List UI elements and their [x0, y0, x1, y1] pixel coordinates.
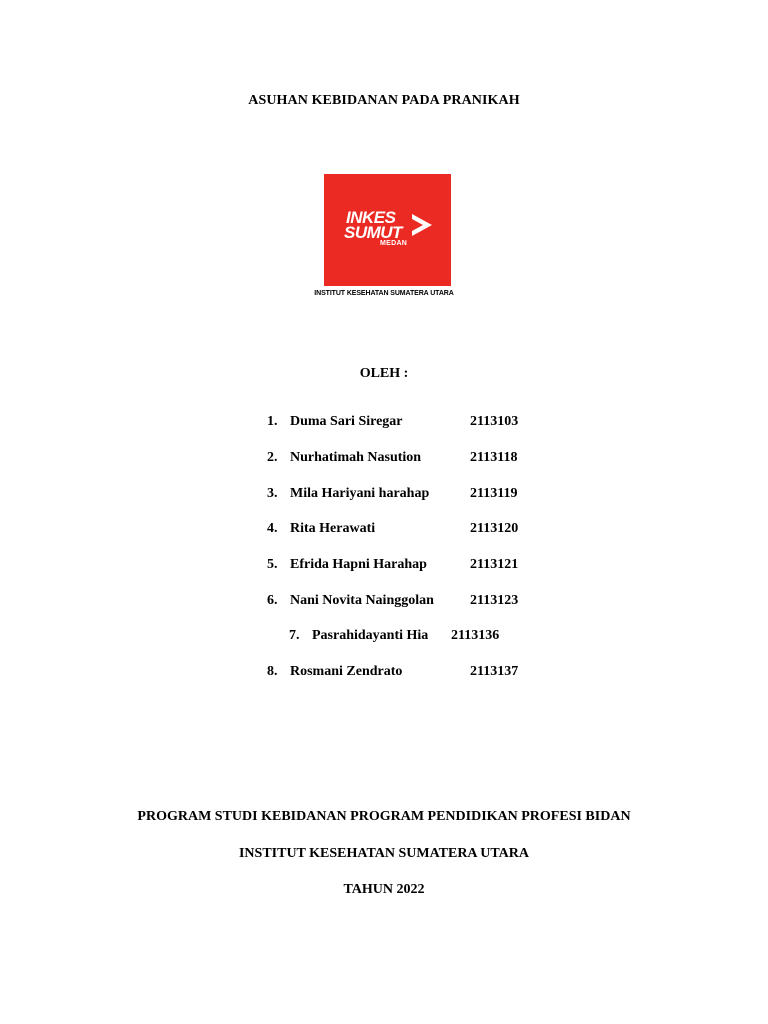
- member-name: Duma Sari Siregar: [290, 414, 403, 429]
- logo-text-medan: MEDAN: [380, 240, 408, 247]
- member-nim: 2113119: [470, 486, 518, 501]
- member-name: Pasrahidayanti Hia: [312, 628, 429, 643]
- member-number: 5.: [267, 557, 278, 572]
- member-number: 3.: [267, 486, 278, 501]
- member-number: 8.: [267, 664, 278, 679]
- member-name: Mila Hariyani harahap: [290, 486, 430, 501]
- member-nim: 2113120: [470, 521, 519, 536]
- member-number: 2.: [267, 450, 278, 465]
- member-name: Rosmani Zendrato: [290, 664, 403, 679]
- member-nim: 2113136: [451, 628, 500, 643]
- member-number: 4.: [267, 521, 278, 536]
- oleh-label: OLEH :: [359, 366, 409, 381]
- document-title: ASUHAN KEBIDANAN PADA PRANIKAH: [248, 93, 520, 108]
- member-nim: 2113103: [470, 414, 519, 429]
- member-number: 7.: [289, 628, 300, 643]
- logo-caption: INSTITUT KESEHATAN SUMATERA UTARA: [314, 290, 454, 297]
- logo-text-sumut: SUMUT: [344, 223, 402, 242]
- member-name: Nurhatimah Nasution: [290, 450, 422, 465]
- institution-logo: [324, 174, 451, 286]
- member-name: Efrida Hapni Harahap: [290, 557, 427, 572]
- member-nim: 2113121: [470, 557, 519, 572]
- member-nim: 2113137: [470, 664, 519, 679]
- program-line: PROGRAM STUDI KEBIDANAN PROGRAM PENDIDIKAN PROFESI BIDAN: [137, 809, 631, 824]
- year-line: TAHUN 2022: [343, 882, 425, 897]
- chevron-right-icon: [408, 212, 434, 238]
- institute-line: INSTITUT KESEHATAN SUMATERA UTARA: [238, 846, 530, 861]
- member-number: 1.: [267, 414, 278, 429]
- member-nim: 2113123: [470, 593, 519, 608]
- member-number: 6.: [267, 593, 278, 608]
- member-name: Rita Herawati: [290, 521, 376, 536]
- logo-text-inkes: INKES: [346, 208, 396, 227]
- member-nim: 2113118: [470, 450, 518, 465]
- member-name: Nani Novita Nainggolan: [290, 593, 434, 608]
